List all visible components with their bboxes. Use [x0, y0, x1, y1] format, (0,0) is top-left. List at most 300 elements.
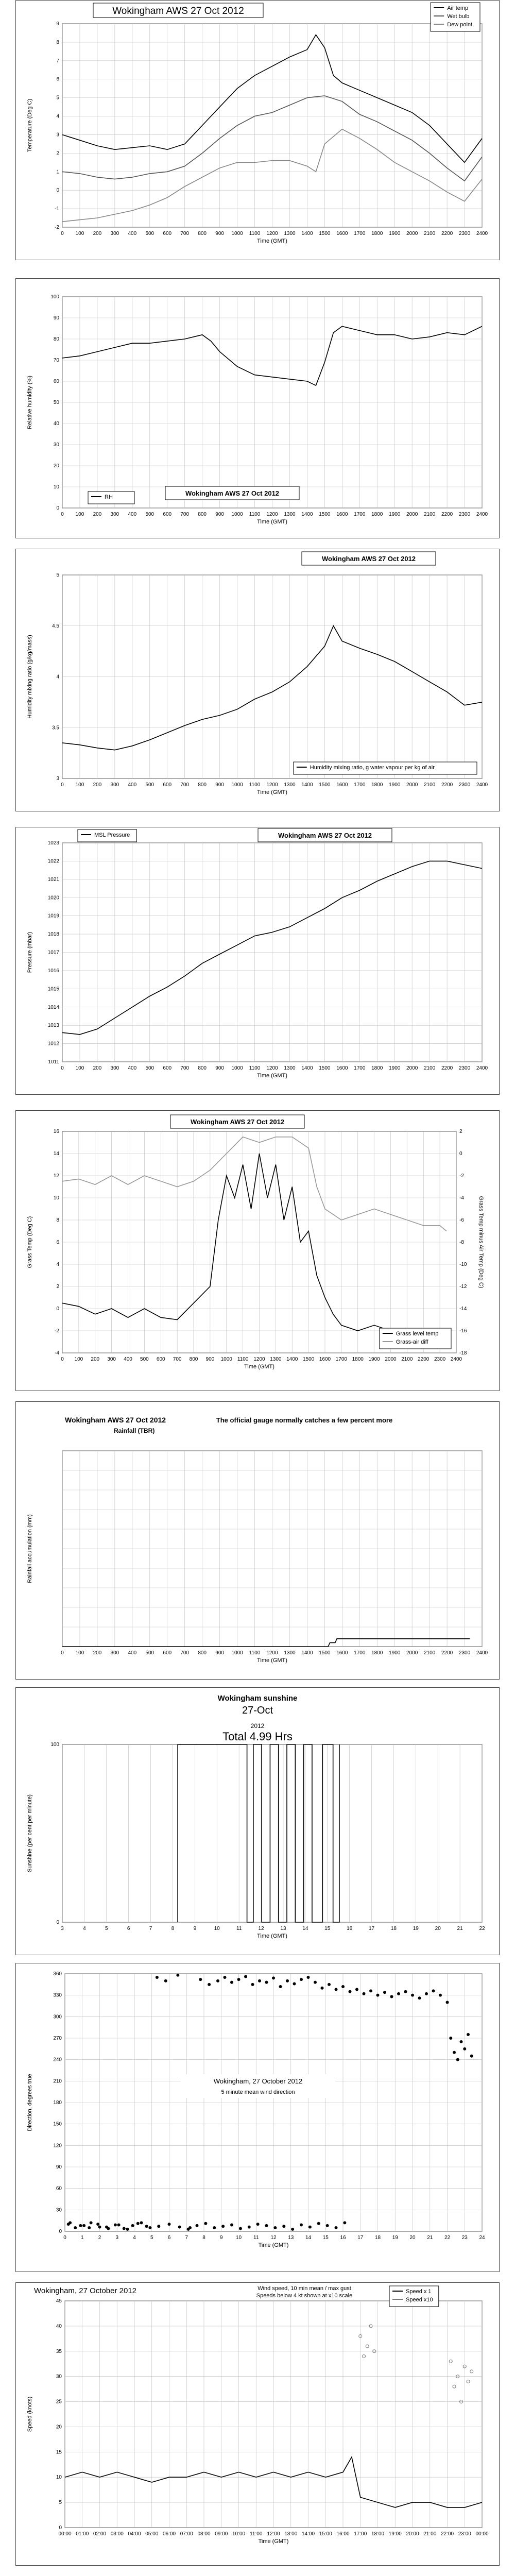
x-tick-label: 2100 — [424, 1650, 436, 1656]
x-tick-label: 05:00 — [145, 2531, 159, 2537]
y-tick-label: 1023 — [47, 840, 59, 846]
y2-tick-label: 2 — [459, 1129, 462, 1134]
y-tick-label: -2 — [55, 1328, 59, 1334]
x-tick-label: 07:00 — [180, 2531, 193, 2537]
x-tick-label: 200 — [91, 1357, 100, 1362]
chart-subtitle: Rainfall (TBR) — [114, 1427, 155, 1434]
data-point — [390, 1995, 393, 1998]
x-axis-label: Time (GMT) — [257, 519, 287, 525]
y-tick-label: 80 — [53, 336, 59, 342]
x-tick-label: 2000 — [406, 1065, 418, 1071]
y-tick-label: 150 — [53, 2121, 62, 2127]
x-tick-label: 20 — [435, 1926, 441, 1931]
legend-label: RH — [105, 494, 113, 500]
x-tick-label: 00:00 — [58, 2531, 72, 2537]
legend-label: Dew point — [447, 22, 473, 28]
chart-sunshine — [16, 1688, 499, 1955]
data-point — [432, 1989, 435, 1992]
x-tick-label: 500 — [145, 782, 154, 788]
chart-panel-temperature — [15, 0, 500, 260]
legend-label: Wet bulb — [447, 13, 470, 20]
data-point — [343, 2221, 346, 2224]
x-tick-label: 13 — [280, 1926, 286, 1931]
x-tick-label: 2100 — [424, 782, 436, 788]
x-tick-label: 900 — [215, 231, 224, 236]
y2-tick-label: 0 — [459, 1151, 462, 1157]
x-tick-label: 1500 — [319, 1065, 331, 1071]
x-tick-label: 10 — [214, 1926, 220, 1931]
x-tick-label: 400 — [128, 231, 137, 236]
data-point — [90, 2221, 93, 2224]
x-tick-label: 800 — [189, 1357, 198, 1362]
data-point — [145, 2225, 148, 2228]
data-point — [164, 1979, 167, 1982]
data-point — [439, 1994, 442, 1997]
data-point — [208, 1983, 211, 1986]
x-tick-label: 12:00 — [267, 2531, 280, 2537]
data-point — [286, 1979, 289, 1982]
data-point — [140, 2221, 143, 2224]
x-tick-label: 08:00 — [197, 2531, 211, 2537]
data-point — [326, 2224, 329, 2227]
x-tick-label: 14 — [305, 2235, 312, 2241]
data-point — [258, 1979, 261, 1982]
y-tick-label: 1015 — [47, 986, 59, 992]
y-tick-label: 30 — [56, 2207, 62, 2213]
x-tick-label: 1100 — [249, 231, 261, 236]
data-point — [335, 2226, 338, 2229]
chart-annotation: The official gauge normally catches a few percent more — [216, 1416, 393, 1424]
data-point — [68, 2221, 72, 2224]
x-tick-label: 10 — [235, 2235, 242, 2241]
x-tick-label: 22 — [479, 1926, 485, 1931]
x-tick-label: 2300 — [458, 782, 471, 788]
y-tick-label: 25 — [56, 2399, 62, 2405]
x-tick-label: 16 — [340, 2235, 346, 2241]
x-tick-label: 03:00 — [110, 2531, 124, 2537]
y-tick-label: 1016 — [47, 968, 59, 974]
y2-tick-label: -6 — [459, 1217, 464, 1223]
legend-label: Grass level temp — [396, 1331, 439, 1337]
data-point — [317, 2222, 320, 2225]
chart-title: Wokingham AWS 27 Oct 2012 — [190, 1118, 285, 1126]
x-tick-label: 0 — [61, 1357, 64, 1362]
x-tick-label: 300 — [110, 512, 119, 517]
data-point — [355, 1988, 358, 1991]
x-tick-label: 600 — [163, 782, 172, 788]
y-axis-label: Speed (knots) — [27, 2396, 33, 2432]
x-tick-label: 300 — [110, 1065, 119, 1071]
x-tick-label: 10:00 — [232, 2531, 246, 2537]
x-tick-label: 1000 — [231, 782, 243, 788]
x-axis-label: Time (GMT) — [244, 1364, 274, 1370]
data-point — [446, 2001, 449, 2004]
chart-grass-temp — [16, 1111, 499, 1391]
x-tick-label: 04:00 — [128, 2531, 141, 2537]
x-tick-label: 2000 — [385, 1357, 397, 1362]
chart-panel-wind-direction — [15, 1963, 500, 2272]
x-tick-label: 02:00 — [93, 2531, 107, 2537]
x-tick-label: 700 — [180, 1065, 190, 1071]
x-tick-label: 1100 — [249, 1065, 261, 1071]
x-tick-label: 17:00 — [354, 2531, 367, 2537]
y-tick-label: -2 — [55, 225, 59, 230]
data-point — [79, 2224, 82, 2227]
data-point — [328, 1983, 331, 1986]
x-tick-label: 100 — [75, 782, 84, 788]
x-tick-label: 1800 — [371, 1065, 383, 1071]
y-tick-label: 70 — [53, 358, 59, 363]
y-tick-label: 0 — [56, 1306, 59, 1312]
x-tick-label: 700 — [180, 782, 190, 788]
x-tick-label: 9 — [193, 1926, 197, 1931]
x-tick-label: 2300 — [458, 512, 471, 517]
x-tick-label: 1100 — [237, 1357, 249, 1362]
y-tick-label: 3 — [56, 132, 59, 138]
x-tick-label: 14:00 — [301, 2531, 315, 2537]
data-point — [256, 2223, 260, 2226]
data-point — [88, 2226, 91, 2229]
x-tick-label: 700 — [180, 512, 190, 517]
x-tick-label: 200 — [93, 1065, 102, 1071]
x-tick-label: 1600 — [336, 1650, 348, 1656]
chart-title: Wokingham, 27 October 2012 — [213, 2077, 303, 2085]
y-tick-label: 5 — [56, 95, 59, 101]
x-tick-label: 11 — [236, 1926, 242, 1931]
x-tick-label: 400 — [128, 782, 137, 788]
y-tick-label: 100 — [50, 294, 59, 300]
chart-title: Wokingham AWS 27 Oct 2012 — [112, 6, 244, 16]
x-tick-label: 1100 — [249, 782, 261, 788]
data-point — [74, 2226, 77, 2229]
chart-total: Total 4.99 Hrs — [222, 1730, 293, 1743]
y-tick-label: 7 — [56, 58, 59, 64]
data-point — [456, 2058, 459, 2061]
y-tick-label: 300 — [53, 2014, 62, 2020]
x-tick-label: 1200 — [266, 231, 278, 236]
legend-label: Speed x10 — [406, 2297, 433, 2303]
x-tick-label: 1400 — [286, 1357, 298, 1362]
x-tick-label: 22:00 — [440, 2531, 454, 2537]
x-tick-label: 2400 — [476, 512, 488, 517]
x-tick-label: 2400 — [476, 1065, 488, 1071]
x-tick-label: 13:00 — [284, 2531, 298, 2537]
x-tick-label: 21:00 — [423, 2531, 437, 2537]
y2-tick-label: -18 — [459, 1350, 467, 1356]
y-tick-label: 100 — [50, 1742, 59, 1748]
data-point — [300, 1978, 303, 1981]
x-tick-label: 1500 — [319, 231, 331, 236]
x-tick-label: 2100 — [401, 1357, 413, 1362]
x-tick-label: 1600 — [336, 1065, 348, 1071]
x-tick-label: 24 — [479, 2235, 485, 2241]
y-tick-label: 3.5 — [52, 725, 59, 731]
x-tick-label: 4 — [133, 2235, 136, 2241]
data-point — [453, 2051, 456, 2054]
x-tick-label: 1300 — [284, 1650, 296, 1656]
data-point — [187, 2228, 190, 2231]
y-tick-label: -1 — [55, 206, 59, 212]
chart-humidity — [16, 279, 499, 538]
data-point — [244, 1975, 247, 1978]
x-tick-label: 1400 — [301, 231, 313, 236]
chart-rainfall — [16, 1402, 499, 1679]
y-tick-label: 1014 — [47, 1004, 59, 1010]
x-tick-label: 1800 — [352, 1357, 364, 1362]
data-point — [148, 2226, 151, 2229]
y-axis-label: Sunshine (per cent per minute) — [27, 1794, 33, 1873]
y-tick-label: 120 — [53, 2143, 62, 2149]
x-tick-label: 9 — [219, 2235, 223, 2241]
legend-label: MSL Pressure — [94, 832, 130, 838]
x-tick-label: 12 — [270, 2235, 277, 2241]
x-tick-label: 8 — [202, 2235, 205, 2241]
y-tick-label: 1022 — [47, 858, 59, 865]
x-tick-label: 1500 — [319, 782, 331, 788]
x-tick-label: 900 — [215, 512, 224, 517]
chart-panel-grass-temp — [15, 1110, 500, 1391]
y-tick-label: 1011 — [48, 1059, 59, 1065]
y-tick-label: 360 — [53, 1971, 62, 1977]
x-tick-label: 2300 — [458, 1065, 471, 1071]
x-tick-label: 1400 — [301, 782, 313, 788]
data-point — [196, 2224, 199, 2227]
x-axis-label: Time (GMT) — [258, 2242, 289, 2248]
data-point — [460, 2040, 463, 2043]
x-tick-label: 400 — [128, 512, 137, 517]
y-tick-label: 40 — [53, 421, 59, 427]
x-axis-label: Time (GMT) — [257, 238, 287, 244]
y-tick-label: 1012 — [47, 1041, 59, 1047]
x-tick-label: 300 — [110, 1650, 119, 1656]
x-tick-label: 2200 — [441, 231, 453, 236]
data-point — [411, 1994, 414, 1997]
x-tick-label: 0 — [61, 231, 64, 236]
y-tick-label: 8 — [56, 1217, 59, 1223]
y-axis-label: Rainfall accumulation (mm) — [27, 1514, 33, 1583]
x-tick-label: 2100 — [424, 231, 436, 236]
y-tick-label: 30 — [53, 442, 59, 448]
data-point — [123, 2227, 126, 2230]
x-tick-label: 1200 — [266, 512, 278, 517]
x-tick-label: 23 — [461, 2235, 468, 2241]
y-tick-label: 330 — [53, 1992, 62, 1998]
x-tick-label: 1300 — [284, 1065, 296, 1071]
x-tick-label: 17 — [368, 1926, 375, 1931]
y-tick-label: 180 — [53, 2100, 62, 2106]
x-tick-label: 16:00 — [336, 2531, 350, 2537]
y-tick-label: 0 — [56, 1920, 59, 1925]
data-point — [126, 2228, 129, 2231]
x-tick-label: 23:00 — [458, 2531, 471, 2537]
y-tick-label: 8 — [56, 39, 59, 45]
y-axis-label: Temperature (Deg C) — [27, 98, 33, 152]
data-point — [376, 1994, 380, 1997]
x-tick-label: 1800 — [371, 231, 383, 236]
x-tick-label: 400 — [128, 1065, 137, 1071]
y-tick-label: 4 — [56, 1262, 59, 1267]
x-axis-label: Time (GMT) — [257, 1073, 287, 1079]
y-tick-label: 3 — [56, 776, 59, 782]
chart-panel-mixing-ratio — [15, 549, 500, 811]
y-tick-label: 6 — [56, 1240, 59, 1245]
x-tick-label: 1900 — [389, 782, 401, 788]
y-tick-label: 12 — [53, 1173, 59, 1179]
chart-wind-direction — [16, 1963, 499, 2272]
chart-temperature — [16, 1, 499, 260]
chart-note: Speeds below 4 kt shown at x10 scale — [256, 2293, 353, 2299]
y-axis-label: Grass Temp (Deg C) — [27, 1216, 33, 1268]
x-tick-label: 1700 — [354, 231, 366, 236]
x-tick-label: 1600 — [336, 512, 348, 517]
y2-axis-label: Grass Temp minus Air Temp (Deg C) — [478, 1196, 484, 1289]
legend-label: Humidity mixing ratio, g water vapour per kg of air — [310, 765, 435, 771]
y-tick-label: 5 — [59, 2500, 62, 2506]
x-tick-label: 18 — [374, 2235, 381, 2241]
chart-title: Wokingham AWS 27 Oct 2012 — [185, 489, 280, 497]
x-tick-label: 21 — [427, 2235, 433, 2241]
x-tick-label: 0 — [61, 1650, 64, 1656]
y-axis-label: Direction, degrees true — [27, 2074, 33, 2131]
x-tick-label: 1600 — [319, 1357, 331, 1362]
x-tick-label: 1000 — [231, 512, 243, 517]
x-tick-label: 100 — [75, 1650, 84, 1656]
y-tick-label: 4.5 — [52, 623, 59, 629]
x-tick-label: 1200 — [253, 1357, 265, 1362]
y-tick-label: 1018 — [47, 931, 59, 938]
data-point — [300, 2224, 303, 2227]
x-tick-label: 700 — [180, 1650, 190, 1656]
x-tick-label: 19 — [392, 2235, 398, 2241]
x-tick-label: 1900 — [368, 1357, 380, 1362]
data-point — [230, 2224, 233, 2227]
x-tick-label: 500 — [145, 1065, 154, 1071]
data-point — [404, 1990, 407, 1993]
x-tick-label: 1400 — [301, 1650, 313, 1656]
data-point — [369, 1989, 372, 1992]
y-tick-label: 270 — [53, 2036, 62, 2041]
x-tick-label: 15 — [322, 2235, 329, 2241]
data-point — [213, 2226, 216, 2229]
data-point — [221, 2225, 225, 2228]
y-axis-label: Pressure (mbar) — [27, 931, 33, 973]
x-tick-label: 900 — [215, 782, 224, 788]
chart-pressure — [16, 827, 499, 1094]
y-tick-label: 20 — [53, 463, 59, 469]
data-point — [168, 2223, 171, 2226]
y2-tick-label: -8 — [459, 1240, 464, 1245]
data-point — [230, 1981, 233, 1984]
data-point — [96, 2223, 99, 2226]
x-tick-label: 1500 — [319, 512, 331, 517]
y-tick-label: 1019 — [47, 913, 59, 919]
data-point — [314, 1981, 317, 1984]
data-point — [157, 2225, 160, 2228]
x-tick-label: 3 — [61, 1926, 64, 1931]
x-tick-label: 800 — [198, 1065, 207, 1071]
y-tick-label: 90 — [56, 2164, 62, 2170]
x-axis-label: Time (GMT) — [257, 1933, 287, 1939]
x-tick-label: 1700 — [354, 1650, 366, 1656]
x-tick-label: 15:00 — [319, 2531, 332, 2537]
y-tick-label: 240 — [53, 2057, 62, 2063]
x-tick-label: 1400 — [301, 512, 313, 517]
chart-subtitle: 5 minute mean wind direction — [221, 2089, 295, 2095]
x-tick-label: 900 — [205, 1357, 215, 1362]
chart-subtitle: Wind speed, 10 min mean / max gust — [258, 2285, 351, 2292]
y-tick-label: 6 — [56, 76, 59, 82]
x-tick-label: 200 — [93, 782, 102, 788]
chart-mixing-ratio — [16, 549, 499, 811]
y-tick-label: 60 — [53, 379, 59, 384]
data-point — [341, 1985, 345, 1988]
x-tick-label: 1400 — [301, 1065, 313, 1071]
y-tick-label: 35 — [56, 2348, 62, 2354]
y-axis-label: Relative humidity (%) — [27, 376, 33, 429]
x-tick-label: 1000 — [231, 1650, 243, 1656]
x-tick-label: 1300 — [284, 782, 296, 788]
y-tick-label: 210 — [53, 2078, 62, 2084]
x-tick-label: 11 — [253, 2235, 259, 2241]
chart-panel-rainfall — [15, 1401, 500, 1680]
x-tick-label: 600 — [156, 1357, 165, 1362]
x-tick-label: 1700 — [354, 1065, 366, 1071]
data-point — [131, 2224, 134, 2227]
y-tick-label: 15 — [56, 2449, 62, 2455]
x-tick-label: 1000 — [231, 231, 243, 236]
x-tick-label: 21 — [457, 1926, 463, 1931]
y-tick-label: 9 — [56, 21, 59, 27]
x-tick-label: 700 — [180, 231, 190, 236]
data-point — [449, 2037, 452, 2040]
chart-title: Wokingham AWS 27 Oct 2012 — [65, 1416, 166, 1424]
x-tick-label: 06:00 — [162, 2531, 176, 2537]
x-tick-label: 2200 — [418, 1357, 430, 1362]
x-tick-label: 600 — [163, 1650, 172, 1656]
data-point — [199, 1978, 202, 1981]
x-tick-label: 5 — [150, 2235, 153, 2241]
chart-title: Wokingham sunshine — [217, 1694, 298, 1703]
x-tick-label: 18:00 — [371, 2531, 385, 2537]
data-point — [272, 1976, 275, 1979]
chart-title: Wokingham, 27 October 2012 — [34, 2286, 137, 2295]
y-tick-label: 4 — [56, 113, 59, 120]
x-tick-label: 2200 — [441, 1065, 453, 1071]
y2-tick-label: -2 — [459, 1173, 464, 1179]
data-point — [335, 1988, 338, 1991]
x-tick-label: 100 — [75, 1065, 84, 1071]
x-tick-label: 1600 — [336, 782, 348, 788]
x-tick-label: 19:00 — [388, 2531, 402, 2537]
x-tick-label: 2000 — [406, 512, 418, 517]
y-tick-label: 40 — [56, 2323, 62, 2329]
x-tick-label: 1500 — [303, 1357, 315, 1362]
x-tick-label: 20:00 — [406, 2531, 419, 2537]
x-tick-label: 2200 — [441, 512, 453, 517]
y-tick-label: -4 — [55, 1350, 59, 1356]
x-axis-label: Time (GMT) — [258, 2538, 289, 2545]
x-tick-label: 400 — [124, 1357, 132, 1362]
data-point — [291, 2228, 294, 2231]
data-point — [467, 2033, 470, 2036]
x-tick-label: 1700 — [335, 1357, 347, 1362]
x-tick-label: 12 — [258, 1926, 264, 1931]
data-point — [216, 1979, 219, 1982]
x-tick-label: 800 — [198, 231, 207, 236]
x-tick-label: 900 — [215, 1065, 224, 1071]
y-tick-label: 0 — [56, 505, 59, 511]
x-tick-label: 500 — [145, 231, 154, 236]
